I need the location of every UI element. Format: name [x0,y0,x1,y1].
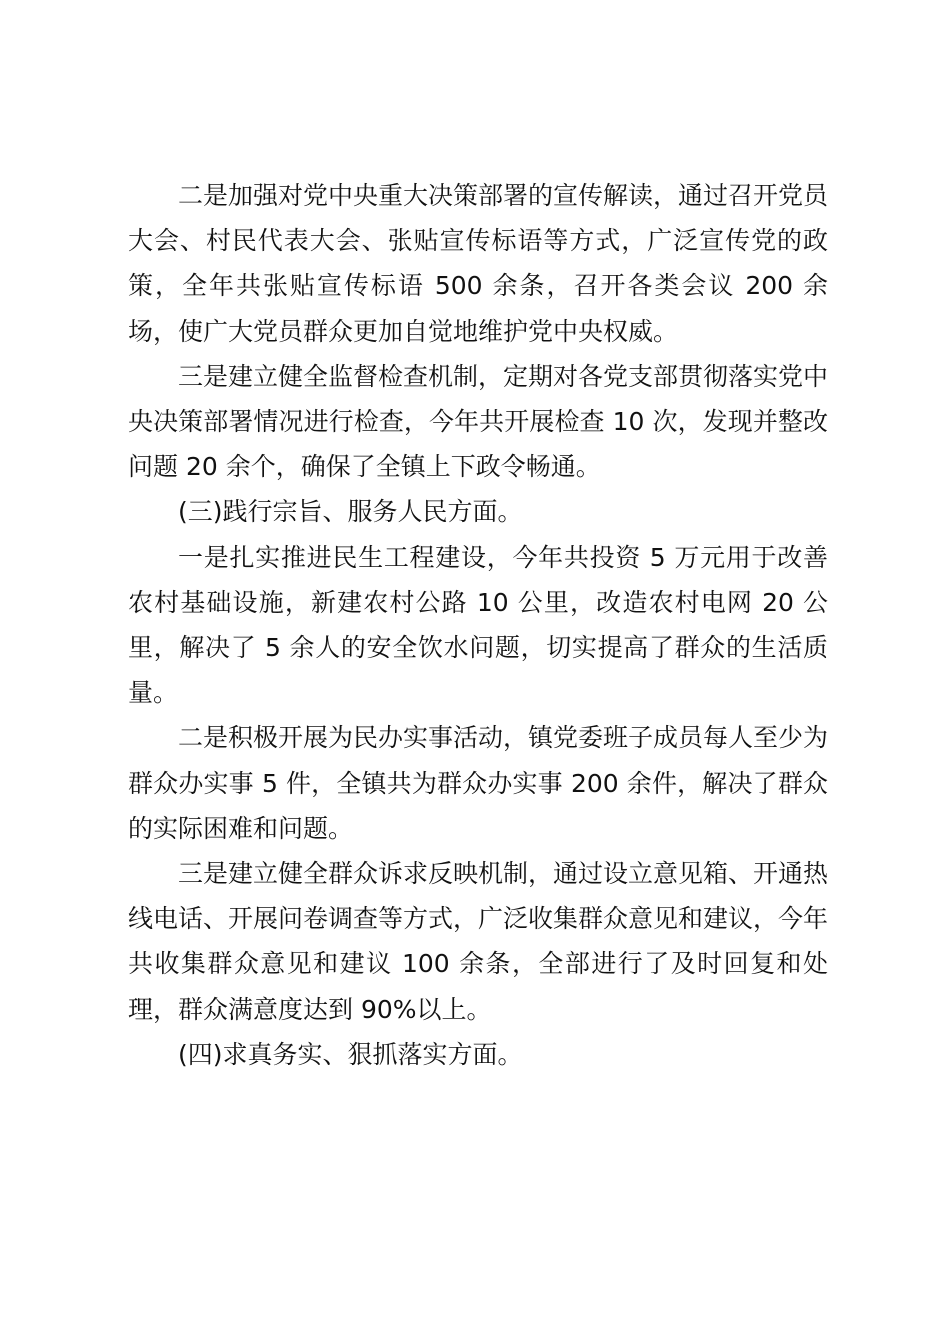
section-heading-implementation: (四)求真务实、狠抓落实方面。 [178,1039,523,1069]
section-heading-serve-people: (三)践行宗旨、服务人民方面。 [178,497,523,527]
paragraph-appeal-mechanism: 三是建立健全群众诉求反映机制，通过设立意见箱、开通热线电话、开展问卷调查等方式，广泛收集群众意见和建议，今年共收集群众意见和建议 100 余条，全部进行了及时回复和处理，群众满意度达到 90%以上。 [128,859,829,1024]
paragraph-practical-matters: 二是积极开展为民办实事活动，镇党委班子成员每人至少为群众办实事 5 件，全镇共为群众办实事 200 余件，解决了群众的实际困难和问题。 [128,723,829,843]
paragraph-propaganda: 二是加强对党中央重大决策部署的宣传解读，通过召开党员大会、村民代表大会、张贴宣传标语等方式，广泛宣传党的政策，全年共张贴宣传标语 500 余条，召开各类会议 200 余场，使广大党员群众更加自觉地维护党中央权威。 [128,181,829,346]
paragraph-supervision: 三是建立健全监督检查机制，定期对各党支部贯彻落实党中央决策部署情况进行检查，今年共开展检查 10 次，发现并整改问题 20 余个，确保了全镇上下政令畅通。 [128,361,829,482]
document-body [128,173,828,1077]
paragraph-livelihood-projects: 一是扎实推进民生工程建设，今年共投资 5 万元用于改善农村基础设施，新建农村公路 10 公里，改造农村电网 20 公里，解决了 5 余人的安全饮水问题，切实提高了群众的生活质量。 [128,542,828,708]
